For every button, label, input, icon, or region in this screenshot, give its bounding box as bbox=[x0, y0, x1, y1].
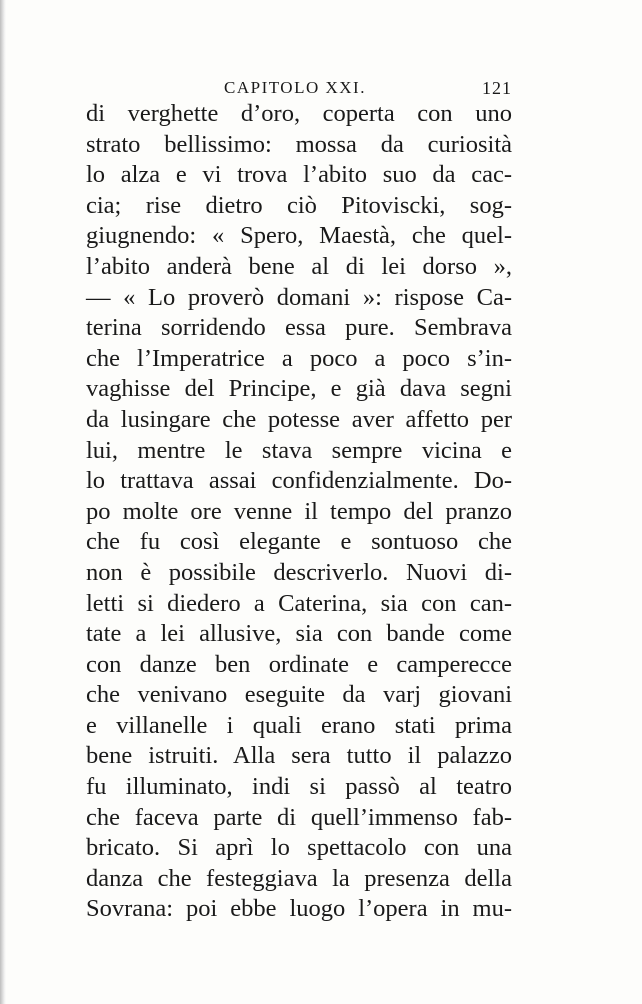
text-line: che faceva parte di quell’immenso fab- bbox=[86, 803, 512, 831]
text-line: che fu così elegante e sontuoso che bbox=[86, 528, 512, 556]
page-number: 121 bbox=[482, 78, 512, 98]
text-line: tate a lei allusive, sia con bande come bbox=[86, 620, 512, 648]
text-line: che venivano eseguite da varj giovani bbox=[86, 681, 512, 709]
text-line: da lusingare che potesse aver affetto per bbox=[86, 405, 512, 433]
text-line: fu illuminato, indi si passò al teatro bbox=[86, 773, 512, 801]
text-line: non è possibile descriverlo. Nuovi di- bbox=[86, 558, 512, 586]
text-line: giugnendo: « Spero, Maestà, che quel- bbox=[86, 222, 512, 250]
text-line: lo trattava assai confidenzialmente. Do- bbox=[86, 467, 512, 495]
text-line: danza che festeggiava la presenza della bbox=[86, 864, 512, 892]
text-line: strato bellissimo: mossa da curiosità bbox=[86, 130, 512, 158]
running-head: CAPITOLO XXI. bbox=[224, 78, 366, 97]
text-line: lui, mentre le stava sempre vicina e bbox=[86, 436, 512, 464]
text-line: vaghisse del Principe, e già dava segni bbox=[86, 375, 512, 403]
page-binding-edge bbox=[0, 0, 6, 1004]
text-line: bene istruiti. Alla sera tutto il palazzo bbox=[86, 742, 512, 770]
text-line: l’abito anderà bene al di lei dorso », bbox=[86, 252, 512, 280]
text-line: — « Lo proverò domani »: rispose Ca- bbox=[86, 283, 512, 311]
page-header bbox=[86, 75, 512, 101]
text-line: terina sorridendo essa pure. Sembrava bbox=[86, 314, 512, 342]
body-text bbox=[86, 99, 512, 925]
text-line: lo alza e vi trova l’abito suo da cac- bbox=[86, 161, 512, 189]
text-line: Sovrana: poi ebbe luogo l’opera in mu- bbox=[86, 895, 512, 923]
text-line: e villanelle i quali erano stati prima bbox=[86, 711, 512, 739]
text-line: letti si diedero a Caterina, sia con can- bbox=[86, 589, 512, 617]
text-line: po molte ore venne il tempo del pranzo bbox=[86, 497, 512, 525]
text-line: di verghette d’oro, coperta con uno bbox=[86, 100, 512, 127]
text-line: con danze ben ordinate e camperecce bbox=[86, 650, 512, 678]
text-line: bricato. Si aprì lo spettacolo con una bbox=[86, 834, 512, 862]
text-line: che l’Imperatrice a poco a poco s’in- bbox=[86, 344, 512, 372]
text-line: cia; rise dietro ciò Pitoviscki, sog- bbox=[86, 191, 512, 219]
